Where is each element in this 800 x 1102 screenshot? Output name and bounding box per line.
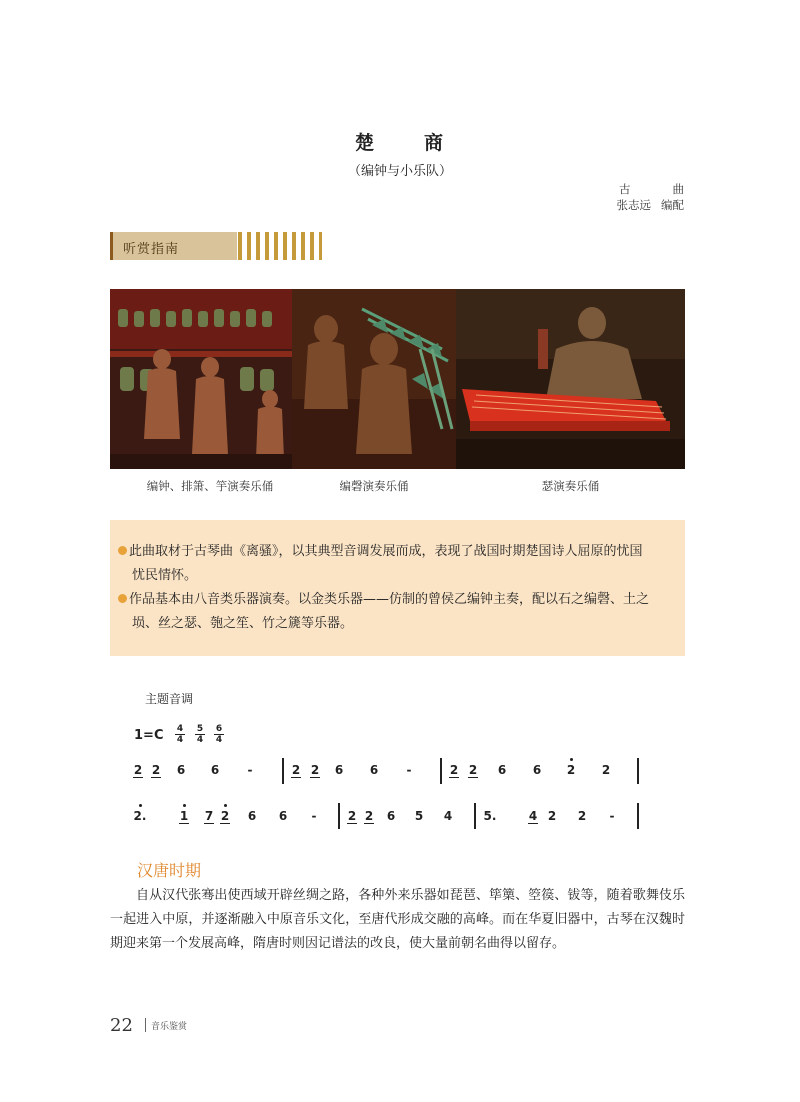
caption-photo-2: 编磬演奏乐俑 <box>339 479 409 493</box>
article-body <box>110 884 685 956</box>
info-point-2-cont <box>118 612 694 636</box>
note: 2 <box>310 763 320 777</box>
guide-label-box <box>110 232 237 260</box>
note: 2 <box>547 809 557 823</box>
caption-photo-3: 瑟演奏乐俑 <box>541 479 600 493</box>
note: - <box>311 809 317 823</box>
barline <box>637 758 639 784</box>
guide-stripes-decoration <box>238 232 322 260</box>
info-point-2-line-1: 作品基本由八音类乐器演奏。以金类乐器——仿制的曾侯乙编钟主奏，配以石之编磬、土之 <box>129 592 650 607</box>
note: 5. <box>483 809 497 823</box>
note-high: 2 <box>220 809 230 823</box>
info-point-2 <box>118 588 680 612</box>
info-point-1 <box>118 540 680 564</box>
bullet-icon <box>118 594 127 603</box>
note: - <box>406 763 412 777</box>
time-signature-1 <box>175 724 185 745</box>
photo-zither-figurine <box>456 289 685 469</box>
note: 6 <box>278 809 288 823</box>
note: 6 <box>247 809 257 823</box>
credit-arranger-role: 编配 <box>661 198 684 212</box>
note: 2 <box>577 809 587 823</box>
note: 2 <box>133 763 143 777</box>
credit-origin-a: 古 <box>619 182 631 196</box>
photo-chime-stones-figurine <box>292 289 456 469</box>
note: 6 <box>210 763 220 777</box>
note: 6 <box>176 763 186 777</box>
note: 6 <box>386 809 396 823</box>
barline <box>282 758 284 784</box>
note-high: 2. <box>133 809 147 823</box>
note: 4 <box>443 809 453 823</box>
barline <box>637 803 639 829</box>
credit-arranger <box>617 197 685 213</box>
title-char-1: 楚 <box>354 132 376 154</box>
note-high: 2 <box>566 763 576 777</box>
meter-bottom: 4 <box>176 735 184 745</box>
note: 6 <box>369 763 379 777</box>
time-signature-2 <box>195 724 205 745</box>
note: 2 <box>601 763 611 777</box>
meter-bottom: 4 <box>215 735 223 745</box>
info-point-1-line-1: 此曲取材于古琴曲《离骚》，以其典型音调发展而成，表现了战国时期楚国诗人屈原的忧国 <box>129 544 643 559</box>
note-high: 1 <box>179 809 189 823</box>
note: 6 <box>334 763 344 777</box>
meter-top: 4 <box>176 724 184 734</box>
note: - <box>609 809 615 823</box>
meter-top: 5 <box>196 724 204 734</box>
title-char-2: 商 <box>424 132 446 154</box>
note: 2 <box>291 763 301 777</box>
note: 2 <box>449 763 459 777</box>
info-box <box>110 520 685 656</box>
piece-title <box>0 128 800 155</box>
credit-arranger-name: 张志远 <box>616 198 651 212</box>
info-point-1-line-2: 忧民情怀。 <box>132 568 198 583</box>
note: 2 <box>364 809 374 823</box>
note: 5 <box>414 809 424 823</box>
theme-tune-label: 主题音调 <box>145 692 194 706</box>
info-point-1-cont <box>118 564 694 588</box>
note: 4 <box>528 809 538 823</box>
credit-origin-b: 曲 <box>672 182 684 196</box>
listening-guide-header <box>110 232 322 260</box>
credit-origin <box>619 181 684 197</box>
note: 2 <box>151 763 161 777</box>
note: 6 <box>497 763 507 777</box>
photo-bells-figurines <box>110 289 292 469</box>
barline <box>338 803 340 829</box>
section-heading: 汉唐时期 <box>137 861 202 880</box>
note: - <box>247 763 253 777</box>
key-signature: 1=C <box>134 728 164 743</box>
info-point-2-line-2: 埙、丝之瑟、匏之笙、竹之篪等乐器。 <box>132 616 354 631</box>
barline <box>474 803 476 829</box>
barline <box>440 758 442 784</box>
meter-bottom: 4 <box>196 735 204 745</box>
note: 6 <box>532 763 542 777</box>
piece-subtitle: （编钟与小乐队） <box>347 164 452 179</box>
article-paragraph: 自从汉代张骞出使西域开辟丝绸之路，各种外来乐器如琵琶、筚篥、箜篌、钹等，随着歌舞伎乐一起进入中原，并逐渐融入中原音乐文化，至唐代形成交融的高峰。而在华夏旧器中，古琴在汉魏时期迎来第一个发展高峰，隋唐时则因记谱法的改良，使大量前朝名曲得以留存。 <box>110 888 685 951</box>
book-title: 音乐鉴赏 <box>151 1022 188 1032</box>
guide-label: 听赏指南 <box>123 242 180 257</box>
footer-divider <box>145 1018 146 1032</box>
note: 2 <box>468 763 478 777</box>
meter-top: 6 <box>215 724 223 734</box>
note: 2 <box>347 809 357 823</box>
page-number: 22 <box>110 1015 133 1036</box>
bullet-icon <box>118 546 127 555</box>
note: 7 <box>204 809 214 823</box>
time-signature-3 <box>214 724 224 745</box>
caption-photo-1: 编钟、排箫、竽演奏乐俑 <box>146 479 274 493</box>
